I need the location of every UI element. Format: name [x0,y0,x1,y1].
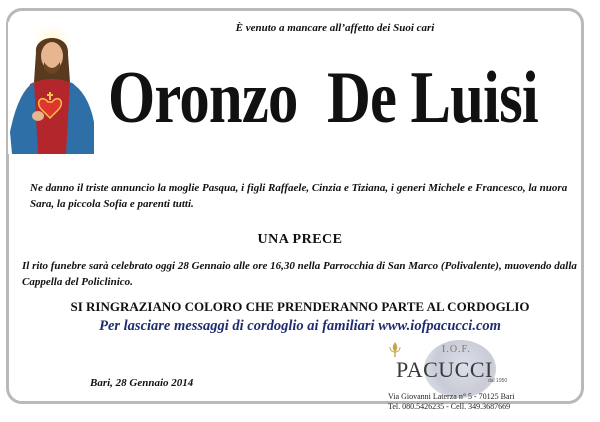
prayer-heading: UNA PRECE [257,232,343,247]
agency-logo [388,340,588,418]
agency-since: dal 1950 [488,378,508,384]
condolence-link[interactable]: Per lasciare messaggi di cordoglio ai familiari www.iofpacucci.com [99,318,501,334]
last-name: De Luisi [327,57,538,139]
agency-name: PACUCCI [396,357,493,382]
funeral-details: Il rito funebre sarà celebrato oggi 28 Gennaio alle ore 16,30 nella Parrocchia di San Marco (Polivalente), muovendo dalla Cappella del Policlinico. [22,260,577,288]
agency-prefix: I.O.F. [442,344,471,355]
agency-phones: Tel. 080.5426235 - Cell. 349.3687669 [388,402,511,411]
first-name: Oronzo [108,57,298,139]
agency-address: Via Giovanni Laterza n° 5 - 70125 Bari [388,392,515,401]
deceased-name [108,48,538,148]
intro-text: È venuto a mancare all’affetto dei Suoi cari [235,22,435,34]
thanks-text: SI RINGRAZIANO COLORO CHE PRENDERANNO PARTE AL CORDOGLIO [70,299,530,314]
dateline: Bari, 28 Gennaio 2014 [90,377,194,389]
sacred-heart-icon [8,22,96,154]
lily-icon [388,340,402,358]
announcement-text: Ne danno il triste annuncio la moglie Pasqua, i figli Raffaele, Cinzia e Tiziana, i generi Michele e Francesco, la nuora Sara, la piccola Sofia e parenti tutti. [30,182,568,210]
